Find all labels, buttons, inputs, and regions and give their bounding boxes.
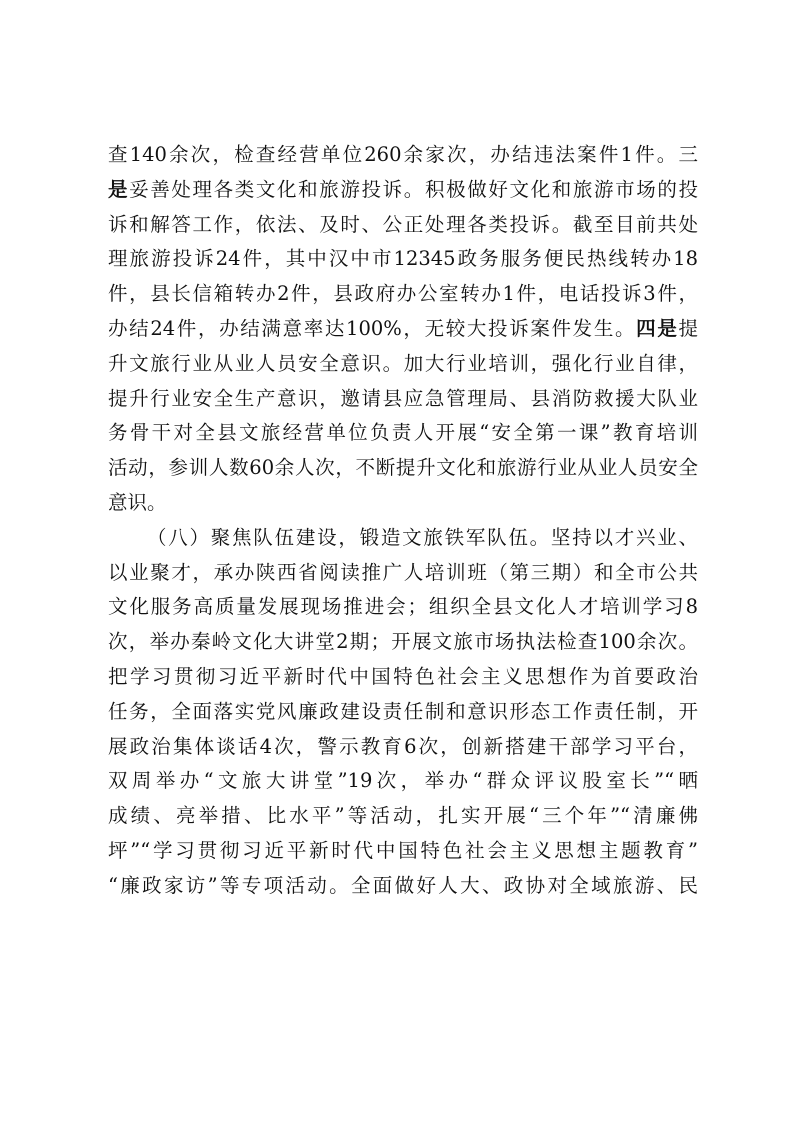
text-line bbox=[108, 521, 698, 556]
text-line bbox=[108, 764, 698, 799]
text-line bbox=[108, 173, 698, 208]
text-segment: 文化服务高质量发展现场推进会；组织全县文化人才培训学习8 bbox=[108, 595, 698, 619]
body-text bbox=[108, 138, 698, 904]
text-line bbox=[108, 347, 698, 382]
text-line bbox=[108, 277, 698, 312]
text-segment: 双周举办“文旅大讲堂”19次，举办“群众评议股室长”“晒 bbox=[108, 769, 698, 793]
text-segment: 查140余次，检查经营单位260余家次，办结违法案件1件。三 bbox=[108, 143, 698, 166]
text-line bbox=[108, 834, 698, 869]
text-segment: 任务，全面落实党风廉政建设责任制和意识形态工作责任制，开 bbox=[108, 699, 698, 723]
text-segment: 件，县长信箱转办2件，县政府办公室转办1件，电话投诉3件， bbox=[108, 282, 698, 306]
text-segment: 理旅游投诉24件，其中汉中市12345政务服务便民热线转办18 bbox=[108, 247, 698, 271]
text-segment: 升文旅行业从业人员安全意识。加大行业培训，强化行业自律， bbox=[108, 351, 698, 375]
bold-text: 是 bbox=[108, 177, 130, 201]
text-segment: 诉和解答工作，依法、及时、公正处理各类投诉。截至目前共处 bbox=[108, 212, 698, 236]
text-segment: 活动，参训人数60余人次，不断提升文化和旅游行业从业人员安全 bbox=[108, 456, 698, 480]
bold-text: 四是 bbox=[636, 316, 679, 340]
text-line bbox=[108, 556, 698, 591]
text-segment: “廉政家访”等专项活动。全面做好人大、政协对全域旅游、民 bbox=[108, 873, 698, 897]
text-line bbox=[108, 799, 698, 834]
text-segment: 务骨干对全县文旅经营单位负责人开展“安全第一课”教育培训 bbox=[108, 421, 698, 445]
text-line bbox=[108, 451, 698, 486]
text-line bbox=[108, 138, 698, 173]
text-segment: 办结24件，办结满意率达100%，无较大投诉案件发生。 bbox=[108, 316, 637, 340]
text-segment: 坪”“学习贯彻习近平新时代中国特色社会主义思想主题教育” bbox=[108, 838, 698, 862]
text-segment: 妥善处理各类文化和旅游投诉。积极做好文化和旅游市场的投 bbox=[129, 177, 698, 201]
text-line bbox=[108, 382, 698, 417]
text-segment: 展政治集体谈话4次，警示教育6次，创新搭建干部学习平台， bbox=[108, 734, 698, 758]
text-line bbox=[108, 208, 698, 243]
text-segment: 意识。 bbox=[108, 490, 167, 514]
text-line bbox=[108, 242, 698, 277]
text-line bbox=[108, 869, 698, 904]
text-line bbox=[108, 486, 698, 521]
text-segment: 提升行业安全生产意识，邀请县应急管理局、县消防救援大队业 bbox=[108, 386, 698, 410]
text-segment: 次，举办秦岭文化大讲堂2期；开展文旅市场执法检查100余次。 bbox=[108, 630, 698, 654]
text-line bbox=[108, 416, 698, 451]
text-line bbox=[108, 730, 698, 765]
text-line bbox=[108, 695, 698, 730]
text-line bbox=[108, 625, 698, 660]
text-segment: 成绩、亮举措、比水平”等活动，扎实开展“三个年”“清廉佛 bbox=[108, 804, 698, 828]
text-line bbox=[108, 660, 698, 695]
text-segment: 提 bbox=[678, 316, 698, 340]
text-segment: （八）聚焦队伍建设，锻造文旅铁军队伍。坚持以才兴业、 bbox=[147, 525, 698, 549]
text-line bbox=[108, 312, 698, 347]
text-segment: 以业聚才，承办陕西省阅读推广人培训班（第三期）和全市公共 bbox=[108, 560, 698, 584]
text-segment: 把学习贯彻习近平新时代中国特色社会主义思想作为首要政治 bbox=[108, 664, 698, 688]
text-line bbox=[108, 590, 698, 625]
